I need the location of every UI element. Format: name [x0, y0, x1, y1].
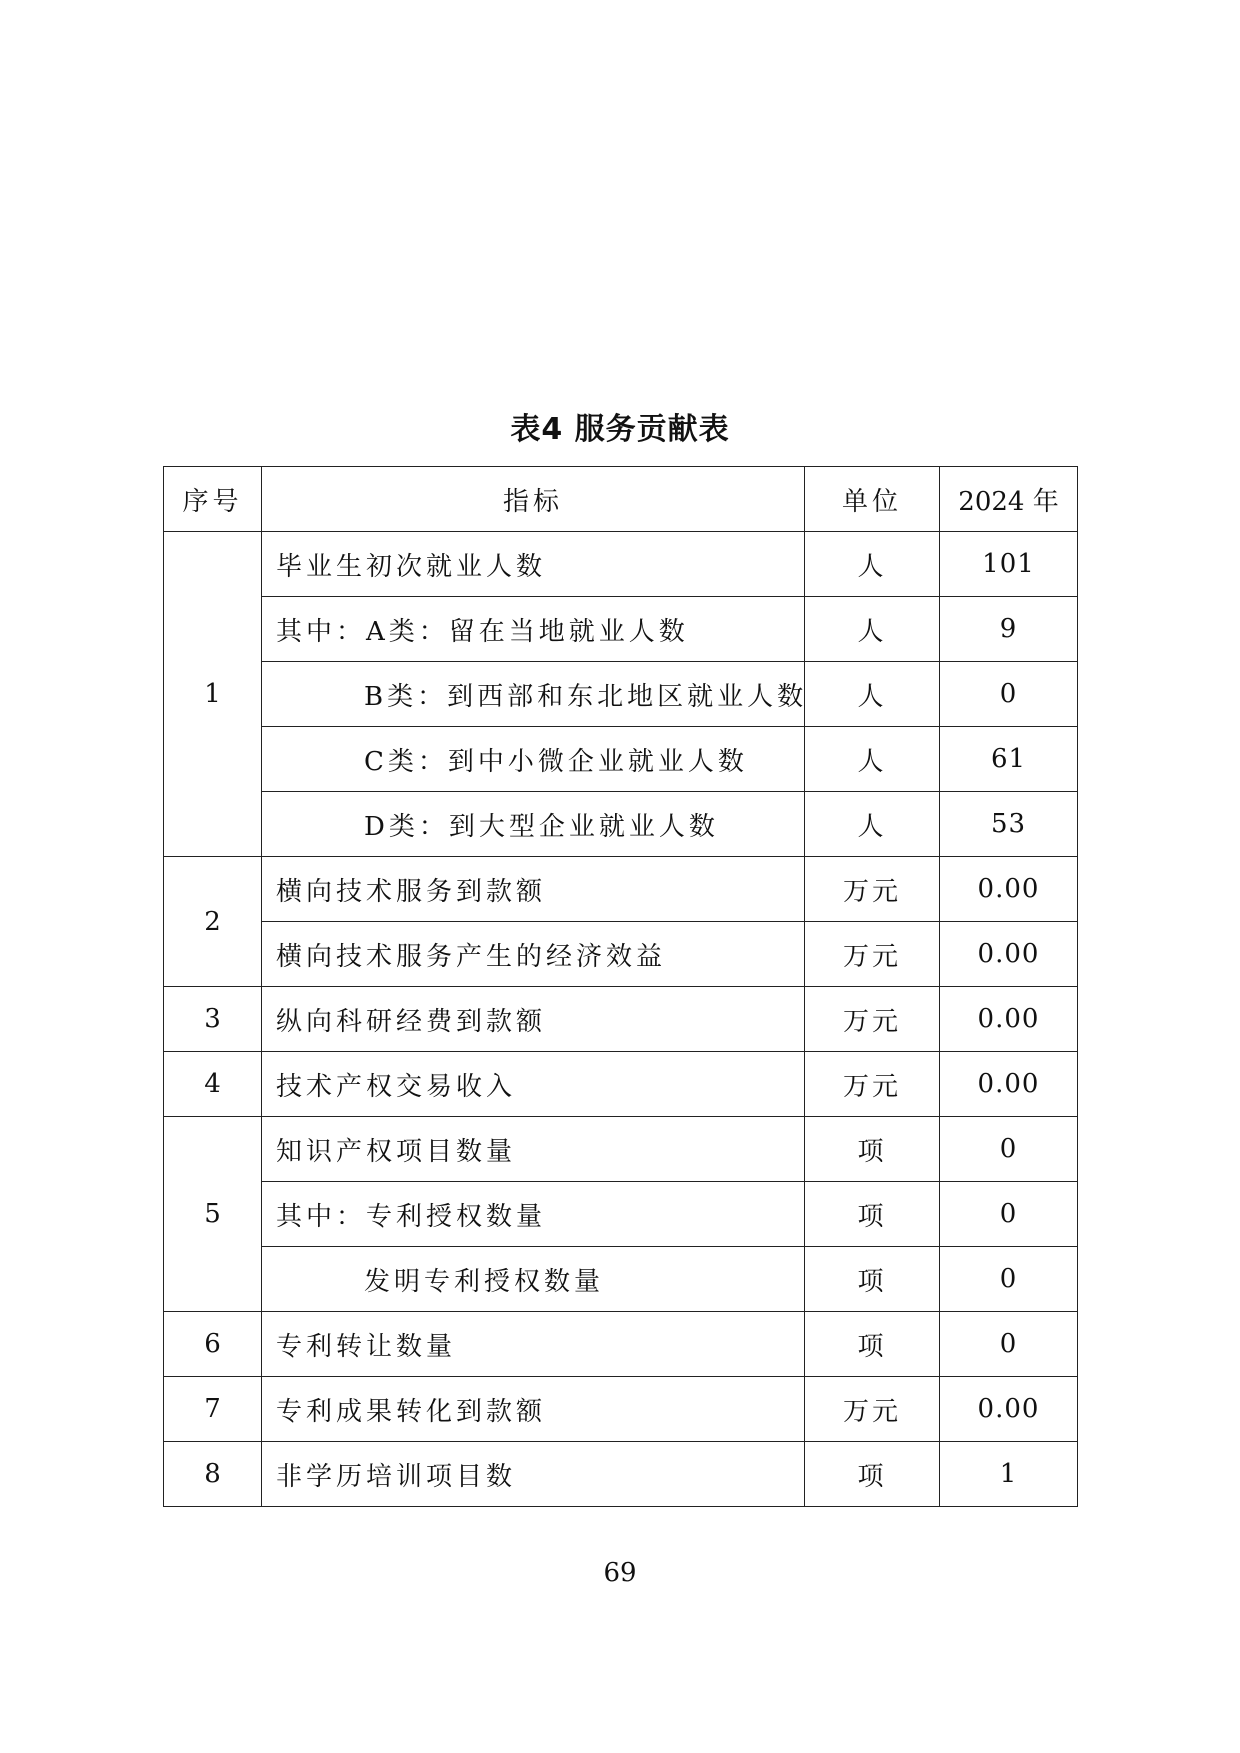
seq-cell: 6 — [164, 1312, 262, 1377]
value-cell: 53 — [940, 792, 1078, 857]
seq-cell: 8 — [164, 1442, 262, 1507]
header-year: 2024 年 — [940, 467, 1078, 532]
unit-cell: 项 — [805, 1182, 940, 1247]
table-row — [164, 792, 1078, 857]
indicator-cell: 专利转让数量 — [262, 1312, 805, 1377]
header-indicator: 指标 — [262, 467, 805, 532]
unit-cell: 万元 — [805, 922, 940, 987]
table-row — [164, 1052, 1078, 1117]
value-cell: 0 — [940, 1182, 1078, 1247]
table-row — [164, 922, 1078, 987]
table-row — [164, 987, 1078, 1052]
unit-cell: 项 — [805, 1442, 940, 1507]
seq-cell: 5 — [164, 1117, 262, 1312]
indicator-cell: 技术产权交易收入 — [262, 1052, 805, 1117]
table-row — [164, 1442, 1078, 1507]
table-row — [164, 1377, 1078, 1442]
seq-cell: 7 — [164, 1377, 262, 1442]
indicator-cell: 非学历培训项目数 — [262, 1442, 805, 1507]
unit-cell: 人 — [805, 792, 940, 857]
table-header-row — [164, 467, 1078, 532]
indicator-cell: 纵向科研经费到款额 — [262, 987, 805, 1052]
value-cell: 0.00 — [940, 1377, 1078, 1442]
indicator-cell: 毕业生初次就业人数 — [262, 532, 805, 597]
table-row — [164, 1247, 1078, 1312]
unit-cell: 万元 — [805, 987, 940, 1052]
indicator-cell: 横向技术服务产生的经济效益 — [262, 922, 805, 987]
unit-cell: 万元 — [805, 857, 940, 922]
value-cell: 0 — [940, 1247, 1078, 1312]
value-cell: 0.00 — [940, 857, 1078, 922]
value-cell: 9 — [940, 597, 1078, 662]
table-row — [164, 1117, 1078, 1182]
indicator-cell: B类：到西部和东北地区就业人数 — [262, 662, 805, 727]
seq-cell: 1 — [164, 532, 262, 857]
indicator-cell: C类：到中小微企业就业人数 — [262, 727, 805, 792]
unit-cell: 项 — [805, 1312, 940, 1377]
seq-cell: 2 — [164, 857, 262, 987]
table-row — [164, 1312, 1078, 1377]
unit-cell: 万元 — [805, 1052, 940, 1117]
unit-cell: 项 — [805, 1117, 940, 1182]
value-cell: 0.00 — [940, 1052, 1078, 1117]
unit-cell: 项 — [805, 1247, 940, 1312]
header-seq: 序号 — [164, 467, 262, 532]
table-title: 表4 服务贡献表 — [510, 412, 730, 447]
value-cell: 61 — [940, 727, 1078, 792]
unit-cell: 人 — [805, 727, 940, 792]
indicator-cell: D类：到大型企业就业人数 — [262, 792, 805, 857]
unit-cell: 人 — [805, 662, 940, 727]
indicator-cell: 发明专利授权数量 — [262, 1247, 805, 1312]
seq-cell: 4 — [164, 1052, 262, 1117]
value-cell: 101 — [940, 532, 1078, 597]
value-cell: 0.00 — [940, 922, 1078, 987]
table-row — [164, 727, 1078, 792]
unit-cell: 人 — [805, 597, 940, 662]
table-row — [164, 532, 1078, 597]
table-row — [164, 857, 1078, 922]
seq-cell: 3 — [164, 987, 262, 1052]
table-row — [164, 662, 1078, 727]
unit-cell: 万元 — [805, 1377, 940, 1442]
value-cell: 0 — [940, 662, 1078, 727]
page-number: 69 — [603, 1558, 637, 1588]
table-row — [164, 597, 1078, 662]
indicator-cell: 专利成果转化到款额 — [262, 1377, 805, 1442]
unit-cell: 人 — [805, 532, 940, 597]
indicator-cell: 知识产权项目数量 — [262, 1117, 805, 1182]
header-unit: 单位 — [805, 467, 940, 532]
indicator-cell: 其中：A类：留在当地就业人数 — [262, 597, 805, 662]
value-cell: 0.00 — [940, 987, 1078, 1052]
table-row — [164, 1182, 1078, 1247]
value-cell: 0 — [940, 1312, 1078, 1377]
indicator-cell: 横向技术服务到款额 — [262, 857, 805, 922]
value-cell: 1 — [940, 1442, 1078, 1507]
indicator-cell: 其中：专利授权数量 — [262, 1182, 805, 1247]
value-cell: 0 — [940, 1117, 1078, 1182]
service-contribution-table — [163, 466, 1078, 1507]
